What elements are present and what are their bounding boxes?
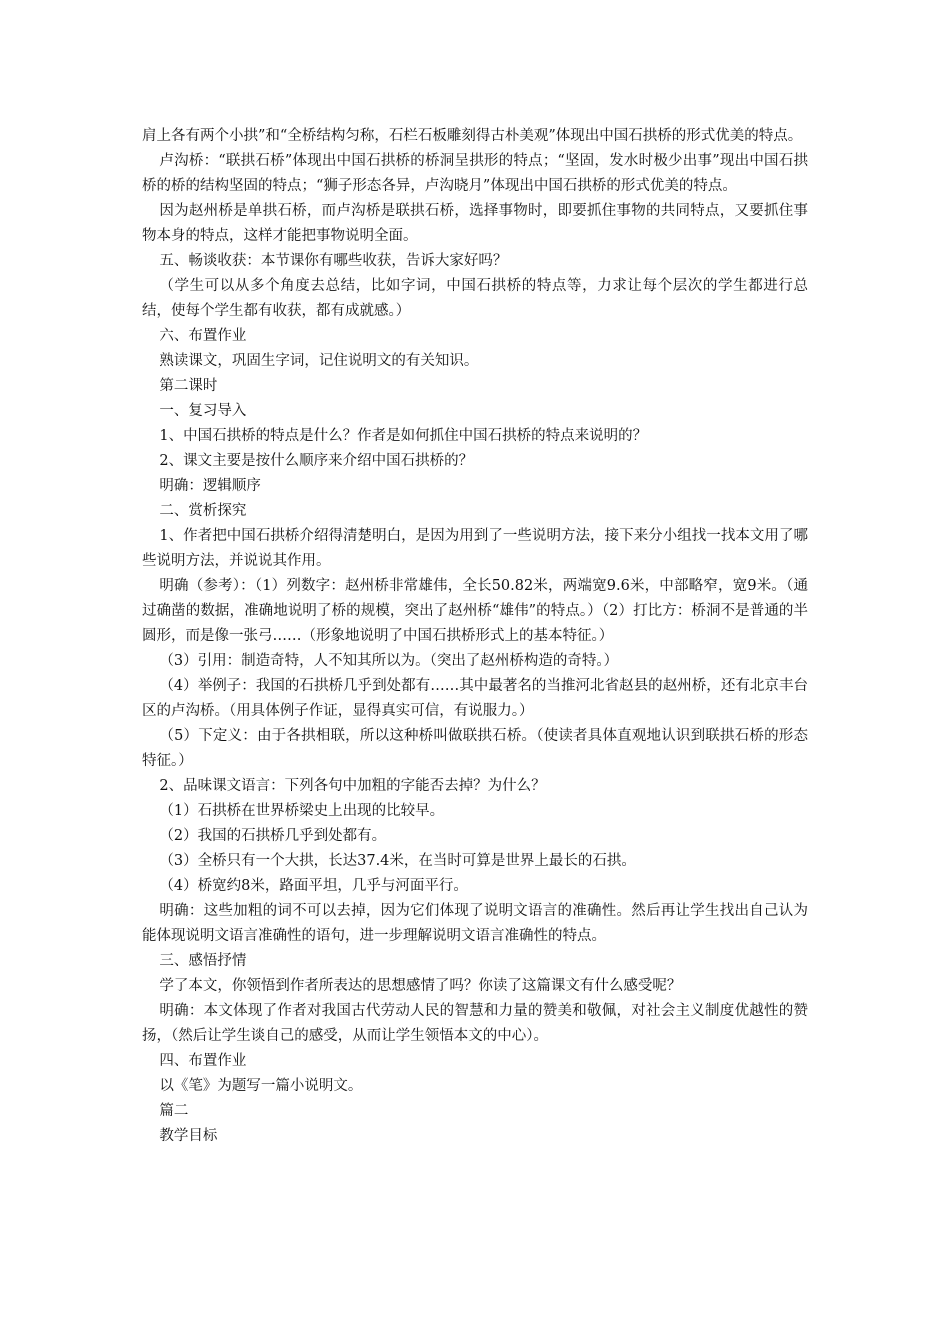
paragraph: （学生可以从多个角度去总结，比如字词，中国石拱桥的特点等，力求让每个层次的学生都进行总结，使每个学生都有收获，都有成就感。）	[142, 278, 808, 319]
section-heading: 四、布置作业	[159, 1053, 247, 1069]
paragraph: 熟读课文，巩固生字词，记住说明文的有关知识。	[159, 353, 479, 369]
paragraph: 1、作者把中国石拱桥介绍得清楚明白，是因为用到了一些说明方法，接下来分小组找一找本文用了哪些说明方法，并说说其作用。	[142, 528, 808, 569]
paragraph: 1、中国石拱桥的特点是什么？作者是如何抓住中国石拱桥的特点来说明的？	[159, 428, 648, 444]
paragraph: 肩上各有两个小拱”和“全桥结构匀称，石栏石板雕刻得古朴美观”体现出中国石拱桥的形式优美的特点。	[142, 128, 803, 144]
section-heading: 一、复习导入	[159, 403, 247, 419]
section-heading: 五、畅谈收获：本节课你有哪些收获，告诉大家好吗？	[159, 253, 508, 269]
paragraph: （3）全桥只有一个大拱，长达37.4米，在当时可算是世界上最长的石拱。	[159, 853, 636, 869]
paragraph: 明确：逻辑顺序	[159, 478, 261, 494]
paragraph: （3）引用：制造奇特，人不知其所以为。（突出了赵州桥构造的奇特。）	[159, 653, 619, 669]
paragraph: 以《笔》为题写一篇小说明文。	[159, 1078, 363, 1094]
paragraph: 明确：这些加粗的词不可以去掉，因为它们体现了说明文语言的准确性。然后再让学生找出自己认为能体现说明文语言准确性的语句，进一步理解说明文语言准确性的特点。	[142, 903, 808, 944]
paragraph: 因为赵州桥是单拱石桥，而卢沟桥是联拱石桥，选择事物时，即要抓住事物的共同特点，又要抓住事物本身的特点，这样才能把事物说明全面。	[142, 203, 808, 244]
section-heading: 三、感悟抒情	[159, 953, 247, 969]
paragraph: （5）下定义：由于各拱相联，所以这种桥叫做联拱石桥。（使读者具体直观地认识到联拱石桥的形态特征。）	[142, 728, 808, 769]
paragraph: （1）石拱桥在世界桥梁史上出现的比较早。	[159, 803, 445, 819]
document-body	[142, 124, 808, 1149]
paragraph: 学了本文，你领悟到作者所表达的思想感情了吗？你读了这篇课文有什么感受呢？	[159, 978, 682, 994]
paragraph: 明确：本文体现了作者对我国古代劳动人民的智慧和力量的赞美和敬佩，对社会主义制度优越性的赞扬，（然后让学生谈自己的感受，从而让学生领悟本文的中心）。	[142, 1003, 808, 1044]
section-heading: 第二课时	[159, 378, 218, 394]
section-heading: 六、布置作业	[159, 328, 247, 344]
section-heading: 教学目标	[159, 1128, 218, 1144]
paragraph: 2、课文主要是按什么顺序来介绍中国石拱桥的？	[159, 453, 474, 469]
paragraph: （2）我国的石拱桥几乎到处都有。	[159, 828, 387, 844]
paragraph: （4）举例子：我国的石拱桥几乎到处都有……其中最著名的当推河北省赵县的赵州桥，还有北京丰台区的卢沟桥。（用具体例子作证，显得真实可信，有说服力。）	[142, 678, 808, 719]
paragraph: 明确（参考）：（1）列数字：赵州桥非常雄伟，全长50.82米，两端宽9.6米，中部略窄，宽9米。（通过确凿的数据，准确地说明了桥的规模，突出了赵州桥“雄伟”的特点。）（2）打比方：桥洞不是普通的半圆形，而是像一张弓……（形象地说明了中国石拱桥形式上的基本特征。）	[142, 578, 808, 644]
paragraph: （4）桥宽约8米，路面平坦，几乎与河面平行。	[159, 878, 468, 894]
paragraph: 2、品味课文语言：下列各句中加粗的字能否去掉？为什么？	[159, 778, 546, 794]
section-heading: 二、赏析探究	[159, 503, 247, 519]
paragraph: 卢沟桥：“联拱石桥”体现出中国石拱桥的桥洞呈拱形的特点；“坚固，发水时极少出事”现出中国石拱桥的桥的结构坚固的特点；“狮子形态各异，卢沟晓月”体现出中国石拱桥的形式优美的特点。	[142, 153, 808, 194]
section-heading: 篇二	[159, 1103, 189, 1119]
